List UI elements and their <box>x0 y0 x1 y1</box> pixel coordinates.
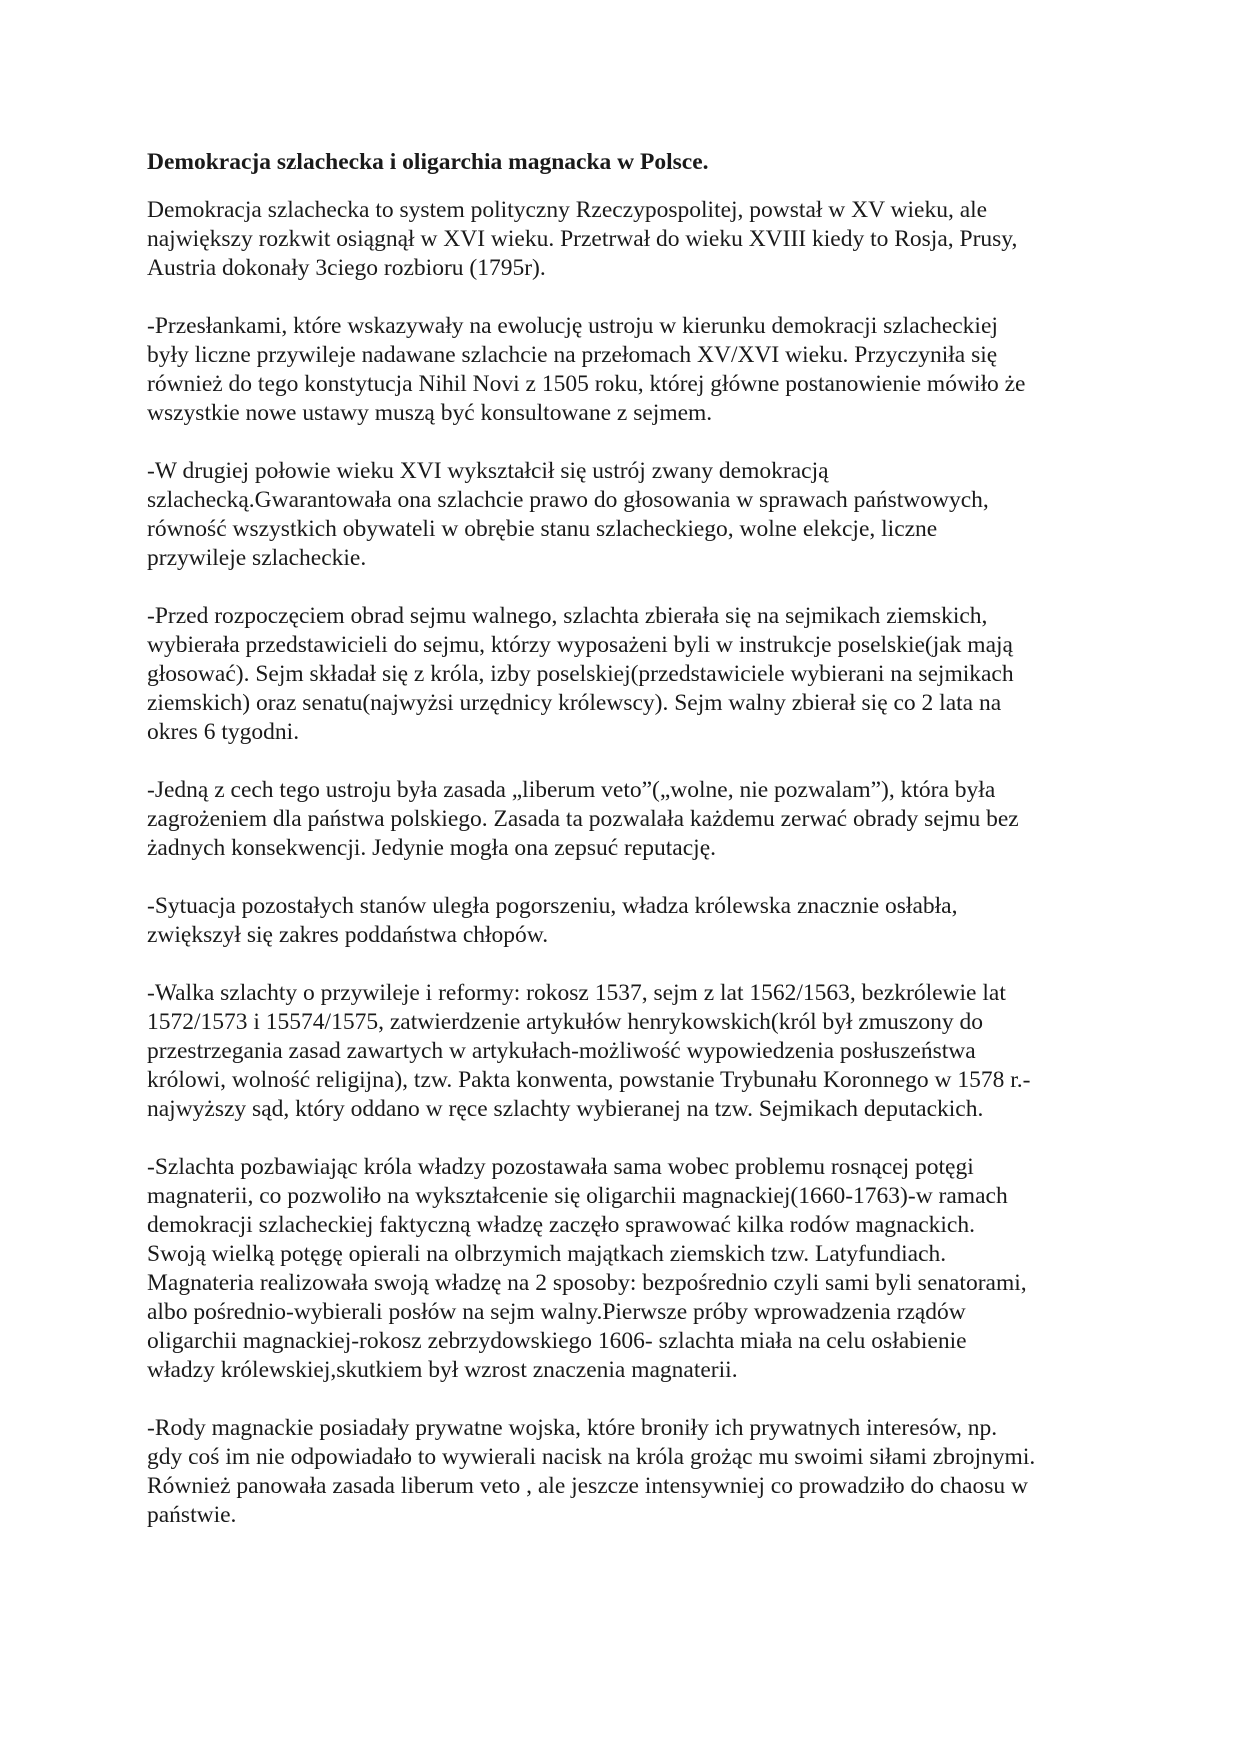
document-title: Demokracja szlachecka i oligarchia magnacka w Polsce. <box>147 149 709 175</box>
paragraph-przeslanki <box>147 312 1107 428</box>
paragraph-line: -Sytuacja pozostałych stanów uległa pogorszeniu, władza królewska znacznie osłabła, <box>147 893 958 919</box>
paragraph-walka <box>147 979 1107 1124</box>
paragraph-line: również do tego konstytucja Nihil Novi z 1505 roku, której główne postanowienie mówiło że <box>147 371 1026 397</box>
paragraph-line: magnaterii, co pozwoliło na wykształcenie się oligarchii magnackiej(1660-1763)-w ramach <box>147 1183 1008 1209</box>
document-page <box>147 148 1107 1559</box>
paragraph-line: Demokracja szlachecka to system polityczny Rzeczypospolitej, powstał w XV wieku, ale <box>147 197 988 223</box>
paragraph-line: Swoją wielką potęgę opierali na olbrzymich majątkach ziemskich tzw. Latyfundiach. <box>147 1241 947 1267</box>
paragraph-line: -Rody magnackie posiadały prywatne wojska, które broniły ich prywatnych interesów, np. <box>147 1415 998 1441</box>
paragraph-line: -Szlachta pozbawiając króla władzy pozostawała sama wobec problemu rosnącej potęgi <box>147 1154 974 1180</box>
paragraph-line: albo pośrednio-wybierali posłów na sejm walny.Pierwsze próby wprowadzenia rządów <box>147 1299 966 1325</box>
paragraph-line: szlachecką.Gwarantowała ona szlachcie prawo do głosowania w sprawach państwowych, <box>147 487 989 513</box>
paragraph-line: wszystkie nowe ustawy muszą być konsultowane z sejmem. <box>147 400 713 426</box>
paragraph-line: -Przesłankami, które wskazywały na ewolucję ustroju w kierunku demokracji szlacheckiej <box>147 313 998 339</box>
paragraph-line: Magnateria realizowała swoją władzę na 2 sposoby: bezpośrednio czyli sami byli senatorami, <box>147 1270 1027 1296</box>
paragraph-line: -W drugiej połowie wieku XVI wykształcił się ustrój zwany demokracją <box>147 458 829 484</box>
paragraph-line: największy rozkwit osiągnął w XVI wieku. Przetrwał do wieku XVIII kiedy to Rosja, Prusy, <box>147 226 1018 252</box>
paragraph-line: żadnych konsekwencji. Jedynie mogła ona zepsuć reputację. <box>147 835 717 861</box>
paragraph-line: oligarchii magnackiej-rokosz zebrzydowskiego 1606- szlachta miała na celu osłabienie <box>147 1328 967 1354</box>
paragraph-line: Również panowała zasada liberum veto , ale jeszcze intensywniej co prowadziło do chaosu w <box>147 1473 1028 1499</box>
paragraph-ustroj <box>147 457 1107 573</box>
paragraph-line: zagrożeniem dla państwa polskiego. Zasada ta pozwalała każdemu zerwać obrady sejmu bez <box>147 806 1019 832</box>
paragraph-rody-magnackie <box>147 1414 1107 1530</box>
paragraph-line: przestrzegania zasad zawartych w artykułach-możliwość wypowiedzenia posłuszeństwa <box>147 1038 976 1064</box>
paragraph-sytuacja <box>147 892 1107 950</box>
paragraph-line: wybierała przedstawicieli do sejmu, którzy wyposażeni byli w instrukcje poselskie(jak mają <box>147 632 1013 658</box>
paragraph-line: najwyższy sąd, który oddano w ręce szlachty wybieranej na tzw. Sejmikach deputackich. <box>147 1096 984 1122</box>
paragraph-line: królowi, wolność religijna), tzw. Pakta konwenta, powstanie Trybunału Koronnego w 1578 r.- <box>147 1067 1031 1093</box>
paragraph-line: równość wszystkich obywateli w obrębie stanu szlacheckiego, wolne elekcje, liczne <box>147 516 938 542</box>
paragraph-line: -Przed rozpoczęciem obrad sejmu walnego, szlachta zbierała się na sejmikach ziemskich, <box>147 603 988 629</box>
paragraph-line: były liczne przywileje nadawane szlachcie na przełomach XV/XVI wieku. Przyczyniła się <box>147 342 998 368</box>
paragraph-line: Austria dokonały 3ciego rozbioru (1795r). <box>147 255 546 281</box>
paragraph-line: państwie. <box>147 1502 237 1528</box>
paragraph-liberum-veto <box>147 776 1107 863</box>
paragraph-line: -Walka szlachty o przywileje i reformy: rokosz 1537, sejm z lat 1562/1563, bezkrólewie lat <box>147 980 1006 1006</box>
paragraph-sejm <box>147 602 1107 747</box>
paragraph-line: głosować). Sejm składał się z króla, izby poselskiej(przedstawiciele wybierani na sejmikach <box>147 661 1014 687</box>
paragraph-line: przywileje szlacheckie. <box>147 545 367 571</box>
paragraph-line: 1572/1573 i 15574/1575, zatwierdzenie artykułów henrykowskich(król był zmuszony do <box>147 1009 984 1035</box>
paragraph-intro <box>147 196 1107 283</box>
paragraph-line: okres 6 tygodni. <box>147 719 300 745</box>
paragraph-line: gdy coś im nie odpowiadało to wywierali nacisk na króla grożąc mu swoimi siłami zbrojnymi. <box>147 1444 1036 1470</box>
paragraph-line: demokracji szlacheckiej faktyczną władzę zaczęło sprawować kilka rodów magnackich. <box>147 1212 975 1238</box>
paragraph-oligarchia <box>147 1153 1107 1385</box>
paragraph-line: ziemskich) oraz senatu(najwyżsi urzędnicy królewscy). Sejm walny zbierał się co 2 lata na <box>147 690 1002 716</box>
paragraph-line: -Jedną z cech tego ustroju była zasada „liberum veto”(„wolne, nie pozwalam”), która była <box>147 777 996 803</box>
paragraph-line: władzy królewskiej,skutkiem był wzrost znaczenia magnaterii. <box>147 1357 738 1383</box>
paragraph-line: zwiększył się zakres poddaństwa chłopów. <box>147 922 549 948</box>
